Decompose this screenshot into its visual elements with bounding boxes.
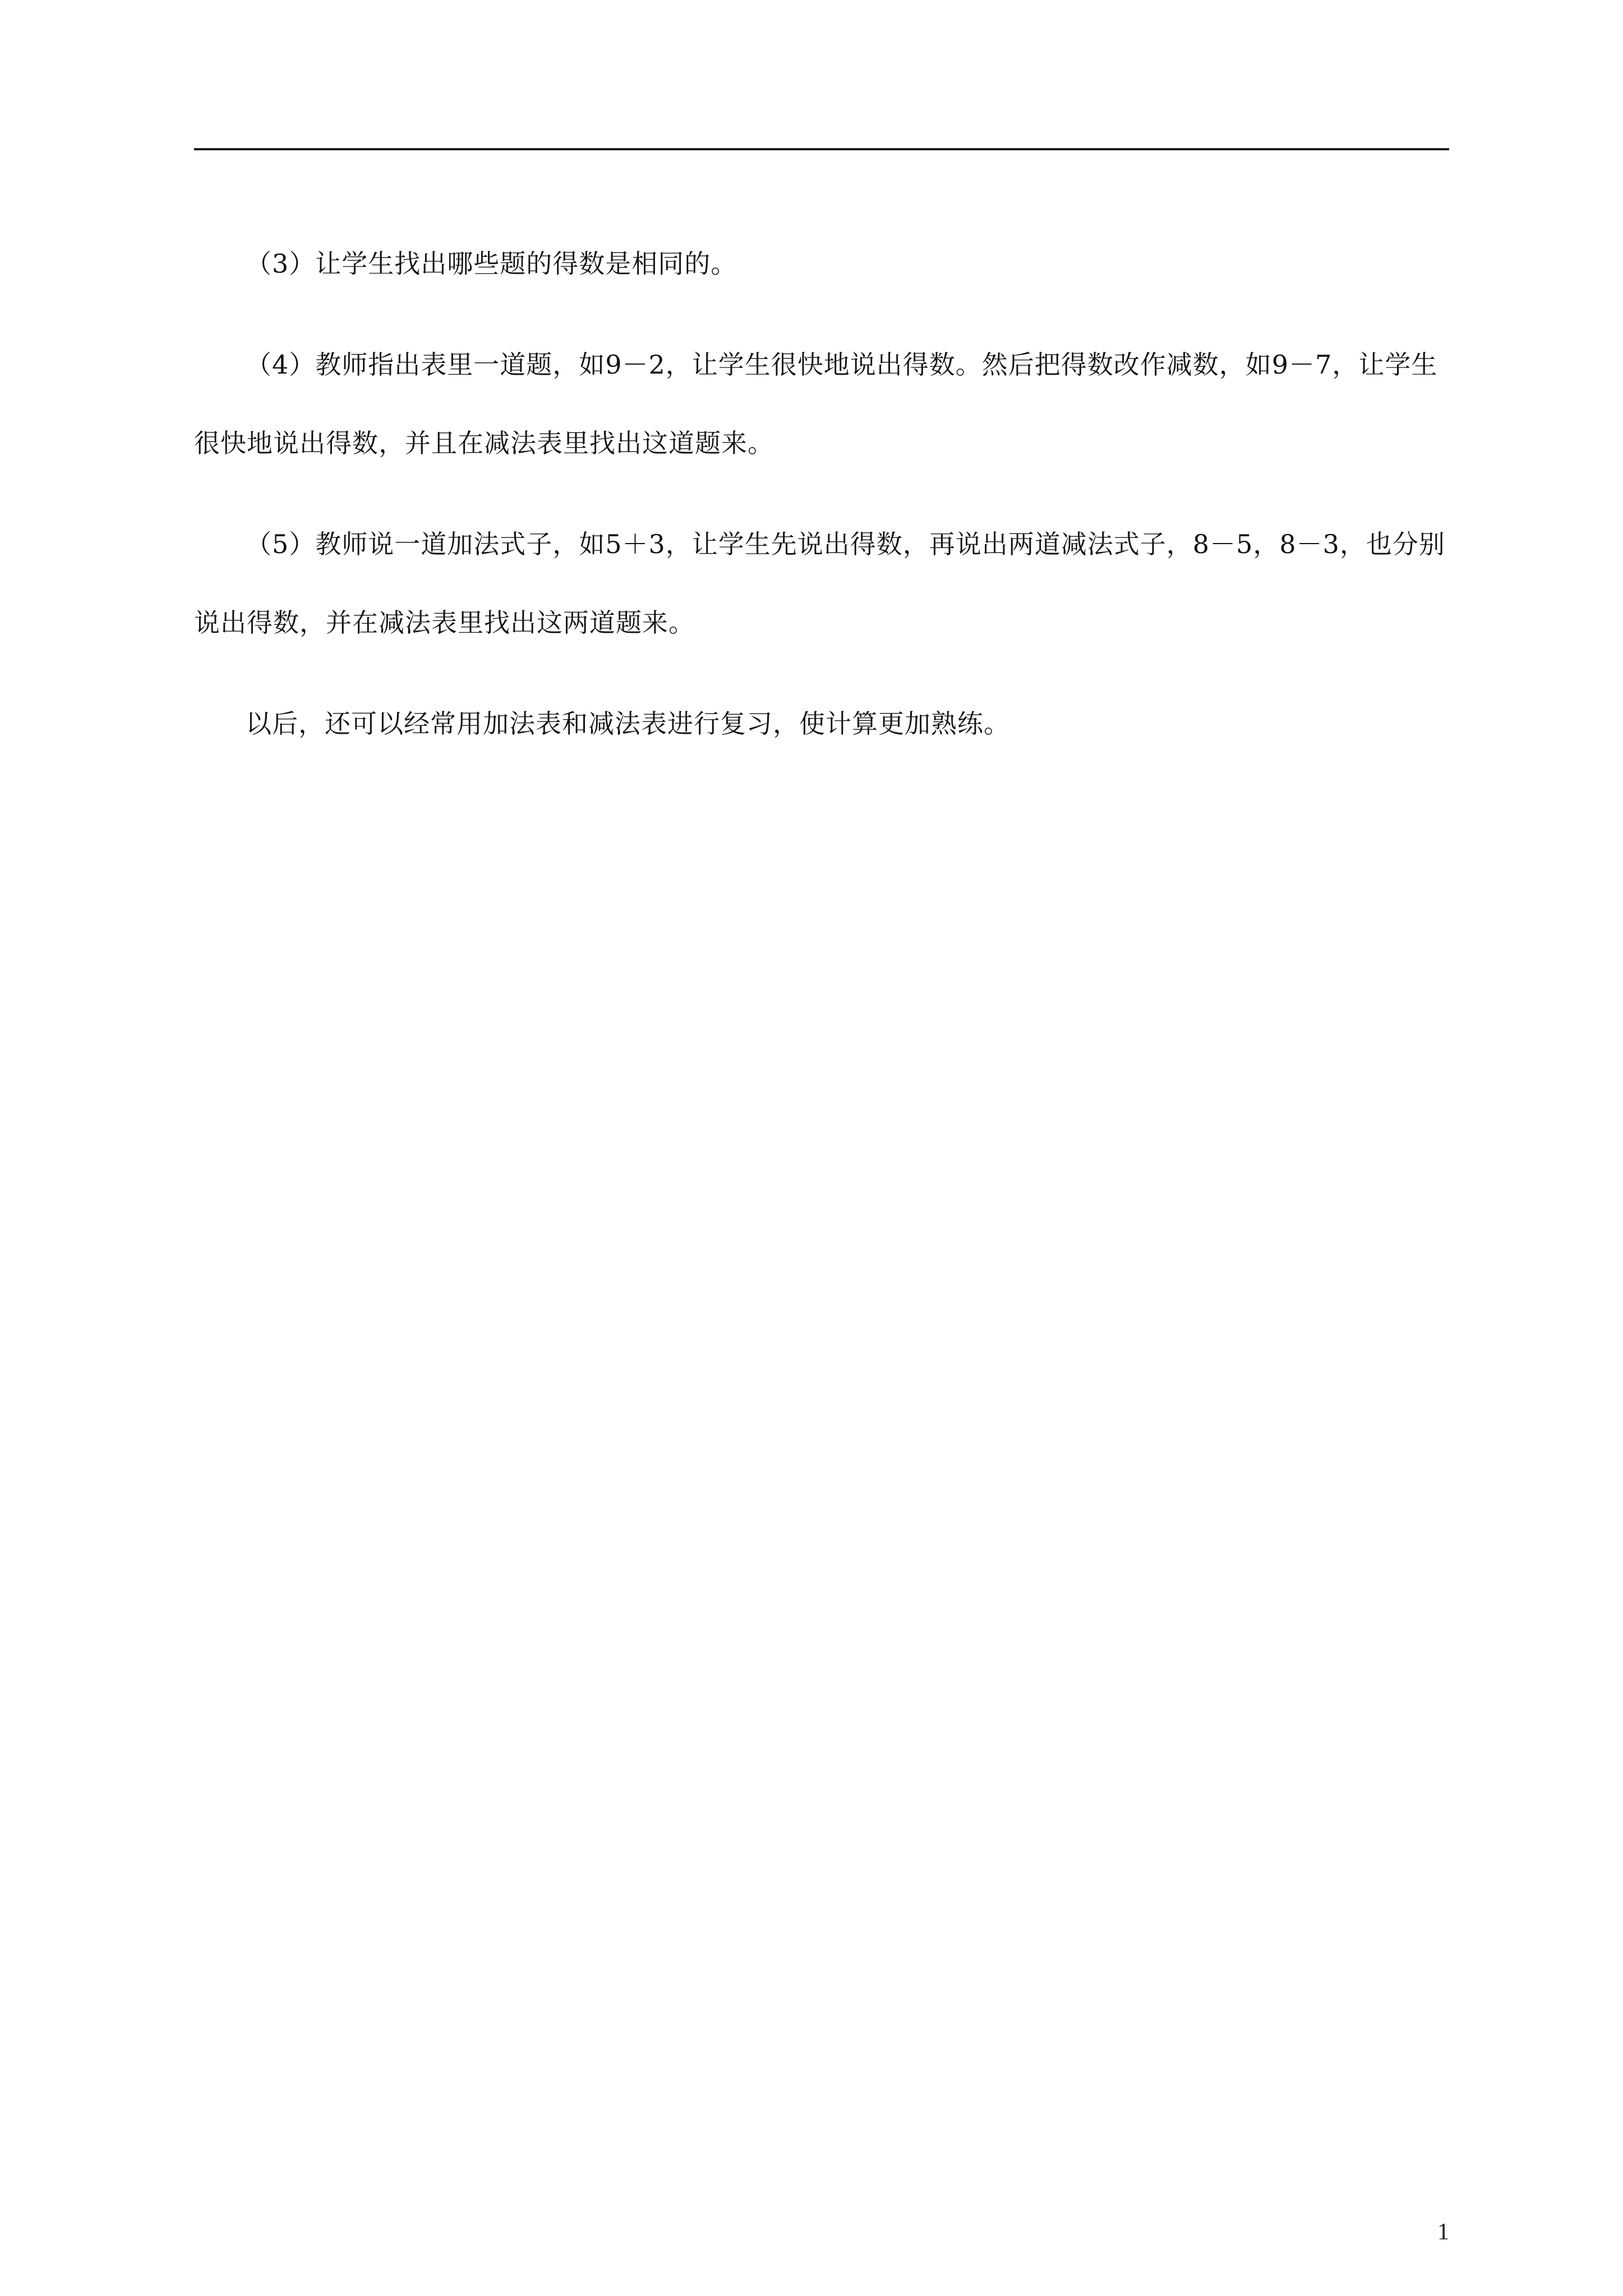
page-number: 1 [1437, 2219, 1449, 2245]
paragraph-step-3: （3）让学生找出哪些题的得数是相同的。 [246, 249, 737, 279]
document-body [194, 224, 1449, 763]
paragraph-summary: 以后，还可以经常用加法表和减法表进行复习，使计算更加熟练。 [246, 708, 1010, 739]
paragraph-step-5: （5）教师说一道加法式子，如5＋3，让学生先说出得数，再说出两道减法式子，8－5，8－3，也分别说出得数，并在减法表里找出这两道题来。 [194, 529, 1445, 638]
paragraph-step-4: （4）教师指出表里一道题，如9－2，让学生很快地说出得数。然后把得数改作减数，如9－7，让学生很快地说出得数，并且在减法表里找出这道题来。 [194, 349, 1438, 458]
header-rule [194, 148, 1449, 150]
